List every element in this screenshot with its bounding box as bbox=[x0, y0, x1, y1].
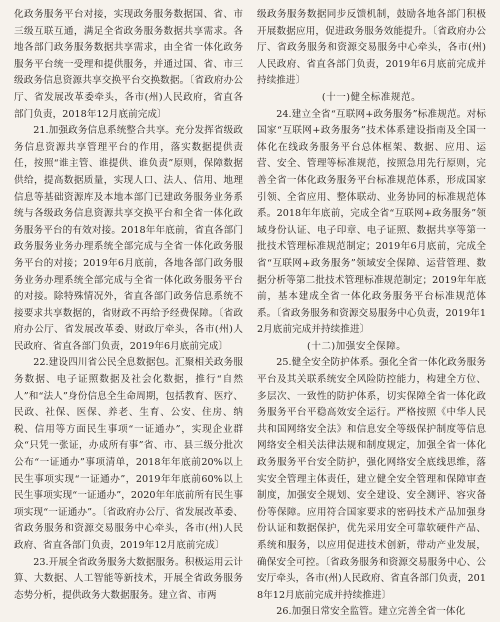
paragraph-item-22: 22.建设四川省公民全息数据包。汇聚相关政务服务数据、电子证照数据及社会化数据，推行“自然人”和“法人”身份信息全生命周期，包括教育、医疗、民政、社保、医保、养老、生育、公安、住房、纳税、信用等方面民生事项“一证通办”，实现企业群众“只凭一张证，办成所有事”省、市、县三级分批次公布“一证通办”事项清单，2018年年底前20%以上民生事项实现“一证通办”，2019年年底前60%以上民生事项实现“一证通办”，2020年年底前所有民生事项实现“一证通办”。〔省政府办公厅、省发展改革委、省政务服务和资源交易服务中心牵头，各市(州)人民政府、省直各部门负责，2019年12月底前完成〕 bbox=[14, 357, 243, 551]
paragraph-item-21: 21.加强政务信息系统整合共享。充分发挥省级政务信息资源共享管理平台的作用，落实数据提供责任，按照“谁主管、谁提供、谁负责”原则，保障数据供给，提高数据质量，实现人口、法人、信用、地理信息等基础资源库及本地本部门已建政务服务业务系统与各级政务信息资源共享交换平台和全省一体化政务服务平台的有效对接。2018年年底前，省直各部门政务服务业务办理系统全部完成与全省一体化政务服务平台的对接；2019年6月底前，各地各部门政务服务业务办理系统全部完成与全省一体化政务服务平台的对接。除特殊情况外，省直各部门政务信息系统不接要求共享数据的，省财政不再给予经费保障。〔省政府办公厅、省发展改革委、财政厅牵头，各市(州)人民政府、省直各部门负责，2019年6月底前完成〕 bbox=[14, 125, 243, 352]
left-column bbox=[14, 7, 243, 622]
paragraph-continuation-data-exchange: 化政务服务平台对接，实现政务服务数据国、省、市三级互联互通，满足全省政务服务数据共享需求。各地各部门政务服务数据共享需求，由全省一体化政务服务平台统一受理和提供服务，并通过国、省、市三级政务信息资源共享交换平台交换数据。〔省政府办公厅、省发展改革委牵头，各市(州)人民政府，省直各部门负责，2018年12月底前完成〕 bbox=[14, 9, 243, 120]
section-heading-standards: (十一)健全标准规范。 bbox=[321, 91, 422, 103]
paragraph-item-25: 25.健全安全防护体系。强化全省一体化政务服务平台及其关联系统安全风险防控能力，构建全方位、多层次、一致性的防护体系，切实保障全省一体化政务服务平台平稳高效安全运行。严格按照《中华人民共和国网络安全法》和信息安全等级保护制度等信息网络安全相关法律法规和制度规定，加强全省一体化政务服务平台安全防护，强化网络安全底线思维，落实安全管理主体责任，建立健全安全管理和保障审查制度，加强安全规划、安全建设、安全测评、容灾备份等保障。应用符合国家要求的密码技术产品加强身份认证和数据保护，优先采用安全可靠软硬件产品、系统和服务，以应用促进技术创新，带动产业发展，确保安全可控。〔省政务服务和资源交易服务中心、公安厅牵头，各市(州)人民政府、省直各部门负责，2018年12月底前完成并持续推进〕 bbox=[257, 357, 486, 601]
paragraph-item-26: 26.加强日常安全监管。建立完善全省一体化 bbox=[276, 606, 466, 618]
paragraph-item-24: 24.建立全省“互联网+政务服务”标准规范。对标国家“互联网+政务服务”技术体系建设指南及全国一体化在线政务服务平台总体框架、数据、应用、运营、安全、管理等标准规范，按照急用先行原则，完善全省一体化政务服务平台标准规范体系，形成国家引领、全省应用、整体联动、业务协同的标准规范体系。2018年年底前，完成全省“互联网+政务服务”领域身份认证、电子印章、电子证照、数据共享等第一批技术管理标准规范制定；2019年6月底前，完成全省“互联网+政务服务”领域安全保障、运营管理、数据分析等第二批技术管理标准规范制定；2019年年底前，基本建成全省一体化政务服务平台标准规范体系。〔省政务服务和资源交易服务中心负责，2019年12月底前完成并持续推进〕 bbox=[257, 108, 486, 336]
section-heading-security: (十二)加强安全保障。 bbox=[307, 340, 407, 352]
right-column bbox=[257, 7, 486, 622]
paragraph-item-23: 23.开展全省政务服务大数据服务。积极运用云计算、大数据、人工智能等新技术，开展全省政务服务态势分析，提供政务大数据服务。建立省、市两 bbox=[14, 556, 243, 601]
paragraph-continuation-feedback: 级政务服务数据同步反馈机制，鼓励各地各部门积极开展数据应用，促进政务服务效能提升。〔省政府办公厅、省政务服务和资源交易服务中心牵头，各市(州)人民政府、省直各部门负责，2019年6月底前完成并持续推进〕 bbox=[257, 9, 486, 87]
